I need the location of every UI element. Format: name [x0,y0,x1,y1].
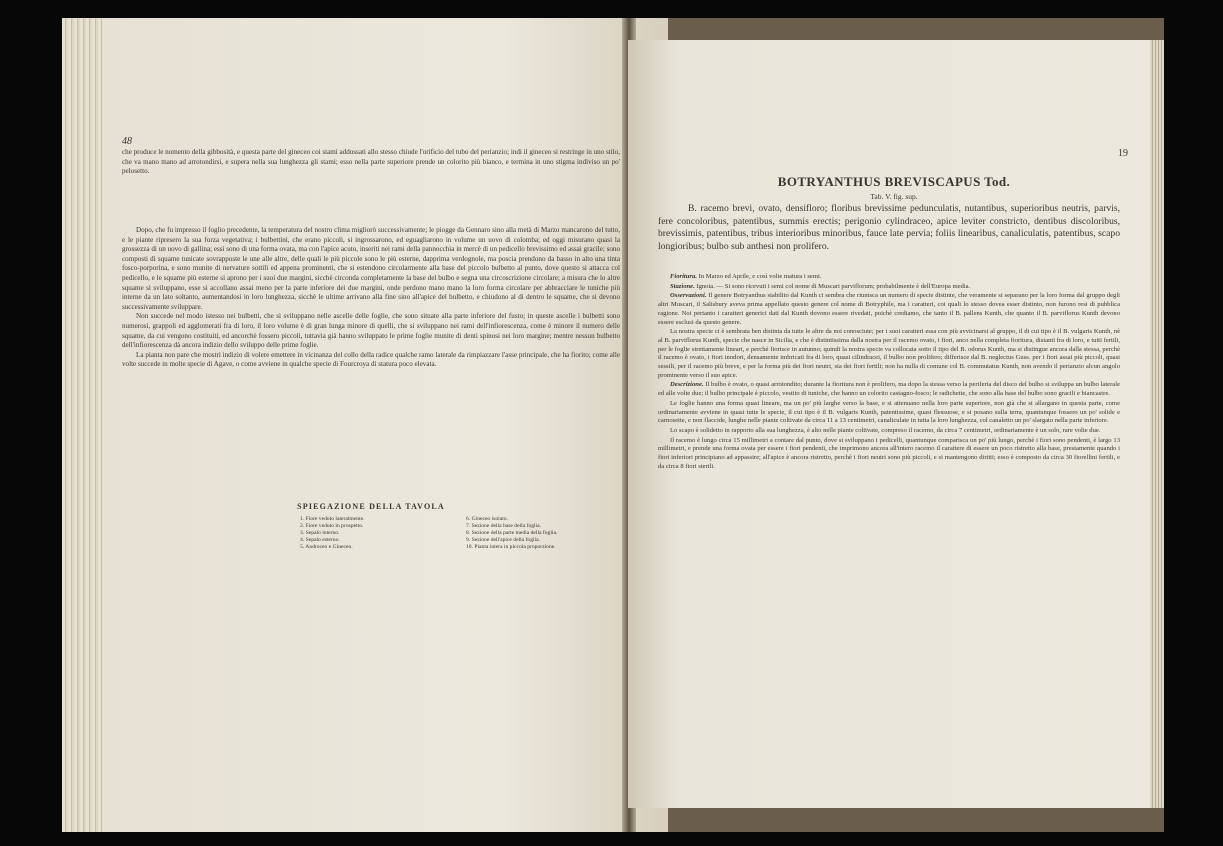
legend-item: 1. Fiore veduto lateralmente. [300,516,365,522]
legend-item: 2. Fiore veduto in prospetto. [300,523,364,529]
descrizione-text-4: Il racemo è lungo circa 15 millimetri a contare dal punto, dove si sviluppano i pedicelli, quantunque comparisca un po' più lungo, perchè i fiori sono pendenti, è largo 13 millimetri, e prende una forma ovata per essere i fiori pendenti, che imprimono ancora all'intero racemo il carattere di essere un poco ristretto alla base, prestamente quando i fiori inferiori principiano ad appassire; all'apice è ancora ristretto, perchè i fiori neutri sono più piccoli, e si mantengono diritti; esso è composto da circa 30 fiorellini fertili, e da circa 8 fiori sterili. [658,436,1120,470]
left-paragraph-2: Dopo, che fu impresso il foglio precedente, la temperatura del nostro clima migliorò successivamente; le piogge da Gennaro sino alla metà di Marzo mancarono del tutto, e le piante ripresero la sua forza vegetativa; i bulbettini, che erano piccoli, si ingrossarono, ed eguagliarono in volume un uovo di colomba; ed oggi misurano quasi la grossezza di un uovo di gallina; essi sono di una forma ovata, ma con l'apice acuto, inseriti nei rami della pannocchia in mercè di un pedicello brevissimo ed assai gracile; sono composti di squame tunicate sovrapposte le une alle altre, delle quali le più piccole sono le più esterne, dapprima verdognole, ma poscia prendono da basso in alto una tinta fosco-porporina, e sono munite di nervature sottili ed appena prominenti, che si estendono circolarmente alla base del piccolo bulbetto al punto, dove questo si attacca col pedicello, e le squame più esterne si aprono per i suoi due margini, sicchè circonda completamente la base del bulbo e segna una circoscrizione circolare; a misura che lo altre squame si sviluppano, esse si accollano assai meno per la parte inferiore dei due margini, onde perdono mano mano la loro forma circolare per abbracciare le tuniche più interne da un lato soltanto, aumentandosi in loro lunghezza, sicchè le ultime arrivano alla fine sino all'apice del bulbetto, e chiudono al di dentro le squame, che si devono successivamente sviluppare. [122,226,620,311]
species-title: BOTRYANTHUS BREVISCAPUS Tod. [777,174,1011,189]
page-number-left: 48 [122,136,132,147]
right-text-sections [658,273,1120,472]
descrizione-text: Il bulbo è ovato, o quasi arrotondito; durante la fioritura non è prolifero, ma dopo la stessa verso la periferia del disco del bulbo si sviluppa un bulbo laterale ed alle volte due; il bulbo principale è piccolo, vestito di tuniche, che hanno un colorito castagno-fosco; le radichette, che sono alla base del bulbo sono gracili e biancastre. [658,381,1120,398]
left-paragraph-1: che produce le nomento della gibbosità, e questa parte del gineceo coi stami addossati allo stesso chiude l'orificio del tubo del perianzio; indi il gineceo si restringe in uno stilo, che va mano mano ad arrotondirsi, e supera nella sua lunghezza gli stami; esso nella parte superiore prende un colorito più bianco, e termina in uno stigma indiviso un po' pelosetto. [122,148,620,176]
legend-item: 8. Sezione della parte media della foglia. [466,530,558,536]
right-page [628,40,1150,808]
osservazioni-text-2: La nostra specie ci è sembrata ben distinta da tutte le altre da noi conosciute; per i suoi caratteri essa con più avvicinarsi al gruppo, il di cui tipo è il B. vulgaris Kunth, nè al B. parviflorus Kunth, specie che nasce in Sicilia, e che è distintissima dalla nostra per il racemo ovato, i fiori, anco nella completa fioritura, distanti fra di loro, e tutti fertili, per le foglie strettamente lineari, e perchè fiorisce in autunno; quindi la nostra specie va collocata sotto il tipo del B. odorus Kunth, ma si distingue ancora dalla stessa, perchè il racemo è ovato, i fiori inodori, densamente imbricati fra di loro, quasi cilindracei, il bulbo non prolifero; differisce dal B. neglectus Guss. per i fiori assai più piccoli, quasi sessili, per il racemo più breve, e per la forma più dei fiori neutri, sia dei fiori fertili; non ha nulla di comune col B. commutatus Kunth, non avendo il perianzio alcun angolo prominente verso il suo apice. [658,328,1120,379]
species-subtitle: Tab. V. fig. sup. [870,192,918,201]
descrizione-text-3: Lo scapo è solidetto in rapporto alla sua lunghezza, è alto nelle piante coltivate, compreso il racemo, da circa 7 centimetri, ordinariamente è un solo, rare volte due. [670,426,1101,434]
legend-list-left [300,516,364,551]
left-paragraph-3: Non succede nel modo istesso nei bulbetti, che si sviluppano nelle ascelle delle foglie, che sono situate alla parte inferiore del fusto; in queste ascelle i bulbetti sono numerosi, grappoli ed agglomerati fra di loro, il loro volume è di gran lunga minore di quelli, che si sviluppano nei rami dell'infiorescenza, come è minore il numero delle squame, da cui vengono costituiti, ed ancorchè fossero piccoli, tuttavia già hanno sviluppato le prime foglie munite di denti spinosi nei loro margine; mentre nessun bulbetto dell'infiorescenza dà ancora indizio dello sviluppo delle prime foglie. [122,312,620,350]
latin-description-text: B. racemo brevi, ovato, densifloro; floribus brevissime pedunculatis, nutantibus, superioribus neutris, parvis, fere concoloribus, patentibus, summis erectis; perigonio cylindraceo, apice leviter constricto, dentibus discoloribus, brevissimis, patentibus, tribus interioribus minoribus, fauce late pervia; foliis linearibus, canaliculatis, patentibus, scapo longioribus; bulbo sub anthesi non prolifero. [658,203,1120,253]
osservazioni-text: Il genere Botryanthus stabilito dal Kunth ci sembra che riunisca un numero di specie distinte, che veramente si separano per la loro forma dal gruppo degli altri Muscari, il Salisbury aveva prima appellato questo genere col nome di Botryphile, ma i caratteri, coi quali lo stesso dovea esser distinto, non furono resi di pubblica ragione. Noi pertanto i caratteri generici dati dal Kunth dovono essere rivedati, poichè crediamo, che tanto il B. pallens Kunth, che quanto il B. parviflorus Kunth devono essere esclusi da questo genere. [658,292,1121,326]
stazione-label: Stazione. [670,282,695,290]
left-text-block-2 [122,226,620,370]
left-text-block-1 [122,148,620,177]
descrizione-label: Descrizione. [670,381,704,389]
right-page-stack [1150,40,1164,808]
stazione-text: Ignota. — Si sono ricevuti i semi col nome di Muscari parviflorum; probabilmente è dell'Europa media. [696,282,971,290]
left-page-stack [62,18,102,832]
fioritura-label: Fioritura. [670,273,697,280]
legend-list-right [466,516,557,551]
descrizione-text-2: Le foglie hanno una forma quasi lineare, ma un po' più larghe verso la base, e si attenuano nella loro parte superiore, non già che si allargano in questa parte, come ordinariamente avviene in quasi tutte le specie, il cui tipo è il B. vulgaris Kunth, patentissime, quasi flessuose, e si posano sulla terra, quantunque fossero un po' solide e carnosette, e non flaccide, lunghe nelle piante coltivate da circa 11 a 13 centimetri, canaliculate in tutta la loro lunghezza, col canaletto un po' slargato nella parte inferiore. [658,399,1120,425]
left-page [102,18,668,832]
legend-item: 7. Sezione della base della foglia. [466,523,542,529]
osservazioni-label: Osservazioni. [670,292,707,300]
legend-item: 9. Sezione dell'apice della foglia. [466,537,541,543]
legend-item: 3. Sepalo interno. [300,530,340,536]
legend-item: 10. Pianta intera in piccola proporzione. [466,544,556,550]
legend-item: 6. Gineceo isolato. [466,516,508,522]
legend-item: 5. Androceo e Gineceo. [300,544,353,550]
legend-item: 4. Sepalo esterno. [300,537,340,543]
open-book [62,18,1164,832]
fioritura-text: In Marzo ed Aprile, e così volte matura i semi. [698,273,822,280]
latin-description [658,203,1120,254]
page-number-right: 19 [1118,148,1128,159]
legend-title: SPIEGAZIONE DELLA TAVOLA [297,502,445,511]
left-paragraph-4: La pianta non pare che mostri indizio di volere emettere in vicinanza del collo della radice qualche ramo laterale da rimpiazzare l'asse principale, che ha fiorito; come alle volte succede in molte specie di Agave, o come avviene in qualche specie di Fourcroya di statura poco elevata. [122,350,620,369]
